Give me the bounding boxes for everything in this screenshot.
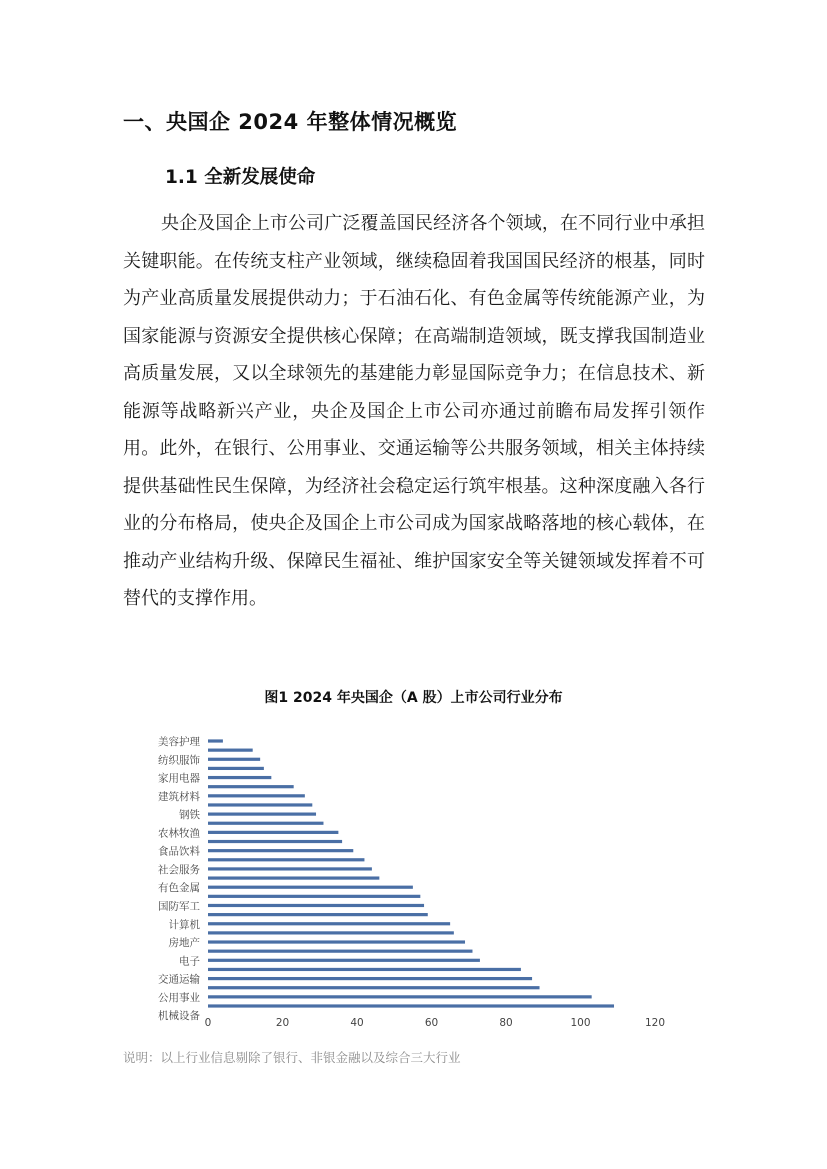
category-label: 有色金属 — [158, 882, 200, 895]
body-paragraph: 央企及国企上市公司广泛覆盖国民经济各个领域，在不同行业中承担关键职能。在传统支柱产业领域，继续稳固着我国国民经济的根基，同时为产业高质量发展提供动力；于石油石化、有色金属等传统能源产业，为国家能源与资源安全提供核心保障；在高端制造领域，既支撑我国制造业高质量发展，又以全球领先的基建能力彰显国际竞争力；在信息技术、新能源等战略新兴产业，央企及国企上市公司亦通过前瞻布局发挥引领作用。此外，在银行、公用事业、交通运输等公共服务领域，相关主体持续提供基础性民生保障，为经济社会稳定运行筑牢根基。这种深度融入各行业的分布格局，使央企及国企上市公司成为国家战略落地的核心载体，在推动产业结构升级、保障民生福祉、维护国家安全等关键领域发挥着不可替代的支撑作用。 — [123, 213, 705, 609]
bar — [208, 749, 253, 752]
bar — [208, 867, 372, 870]
figure-title: 图1 2024 年央国企（A 股）上市公司行业分布 — [264, 690, 563, 706]
figure-note: 说明：以上行业信息剔除了银行、非银金融以及综合三大行业 — [123, 1050, 461, 1065]
category-label: 农林牧渔 — [158, 827, 200, 840]
section-heading: 一、央国企 2024 年整体情况概览 — [123, 110, 458, 134]
bar — [208, 1004, 614, 1007]
x-tick-label: 80 — [499, 1017, 513, 1029]
bar — [208, 822, 323, 825]
bar — [208, 986, 540, 989]
category-label: 计算机 — [168, 918, 200, 931]
bar — [208, 803, 312, 806]
bar — [208, 977, 532, 980]
bar — [208, 794, 305, 797]
bar — [208, 895, 420, 898]
category-label: 钢铁 — [179, 809, 200, 822]
category-label: 建筑材料 — [158, 790, 200, 803]
bar — [208, 886, 413, 889]
category-label: 纺织服饰 — [158, 754, 200, 767]
x-tick-label: 60 — [424, 1017, 439, 1029]
category-label: 房地产 — [168, 937, 200, 950]
bar — [208, 767, 264, 770]
category-label: 公用事业 — [158, 991, 200, 1004]
bar — [208, 813, 316, 816]
bar — [208, 849, 353, 852]
bar — [208, 922, 450, 925]
bar — [208, 904, 424, 907]
bar — [208, 840, 342, 843]
bar — [208, 776, 271, 779]
bar — [208, 995, 592, 998]
category-label: 家用电器 — [158, 772, 200, 785]
bar — [208, 785, 294, 788]
bar — [208, 831, 338, 834]
x-tick-label: 120 — [644, 1017, 666, 1029]
x-tick-label: 40 — [350, 1017, 364, 1029]
category-label: 社会服务 — [158, 863, 200, 876]
category-label: 机械设备 — [158, 1010, 200, 1023]
x-tick-label: 0 — [204, 1017, 212, 1029]
category-label: 美容护理 — [158, 736, 200, 748]
bar — [208, 913, 428, 916]
bar — [208, 931, 454, 934]
category-label: 交通运输 — [158, 973, 200, 986]
x-tick-label: 20 — [275, 1017, 290, 1029]
bar — [208, 758, 260, 761]
bar — [208, 876, 379, 879]
bar — [208, 858, 364, 861]
bar — [208, 959, 480, 962]
category-label: 电子 — [179, 955, 200, 968]
bar — [208, 940, 465, 943]
bar — [208, 968, 521, 971]
category-label: 国防军工 — [158, 900, 200, 913]
bar — [208, 950, 472, 953]
category-label: 食品饮料 — [158, 845, 200, 858]
industry-bar-chart — [140, 730, 680, 1030]
x-tick-label: 100 — [570, 1017, 591, 1029]
bar — [208, 739, 223, 742]
subsection-heading: 1.1 全新发展使命 — [165, 167, 316, 188]
